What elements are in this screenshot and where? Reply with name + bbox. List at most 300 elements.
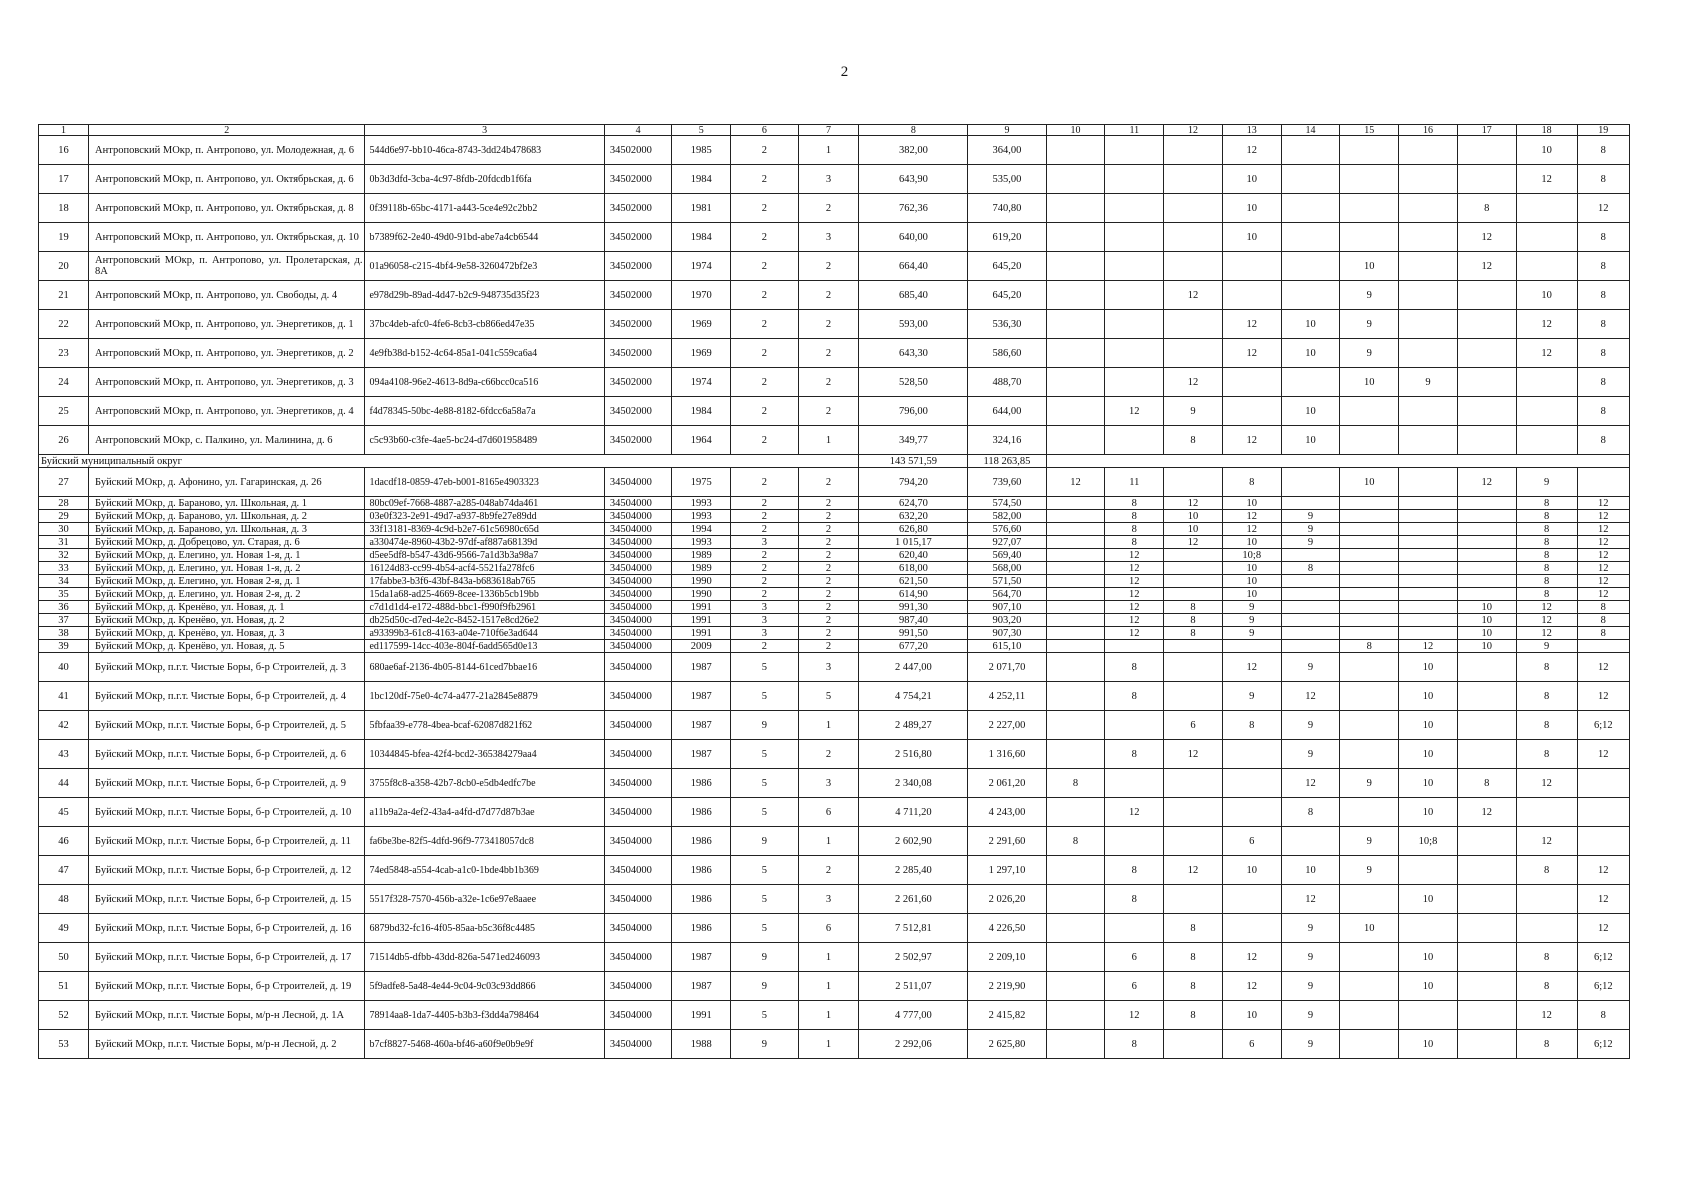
cell-living-area: 2 227,00 [968,711,1046,740]
cell-okato-code: 34504000 [604,614,671,627]
cell-living-area: 4 243,00 [968,798,1046,827]
cell-c12: 8 [1164,1001,1223,1030]
cell-c19: 12 [1577,653,1629,682]
cell-living-area: 619,20 [968,223,1046,252]
cell-total-area: 528,50 [859,368,968,397]
table-row [39,885,1630,914]
cell-c14: 9 [1281,1030,1340,1059]
table-row [39,972,1630,1001]
cell-c14: 9 [1281,523,1340,536]
cell-floors: 2 [731,510,798,523]
cell-c19: 8 [1577,252,1629,281]
cell-c18: 12 [1516,601,1577,614]
cell-c13: 9 [1222,627,1281,640]
cell-c12: 12 [1164,497,1223,510]
cell-c10 [1046,1001,1105,1030]
cell-c13 [1222,368,1281,397]
cell-year-built: 1991 [672,614,731,627]
cell-c14 [1281,827,1340,856]
cell-living-area: 903,20 [968,614,1046,627]
cell-year-built: 1984 [672,397,731,426]
cell-c12 [1164,468,1223,497]
cell-floors: 3 [731,601,798,614]
cell-total-area: 4 711,20 [859,798,968,827]
cell-floors: 2 [731,549,798,562]
cell-total-area: 2 340,08 [859,769,968,798]
cell-floors: 2 [731,523,798,536]
cell-total-area: 2 285,40 [859,856,968,885]
cell-c16 [1399,252,1458,281]
cell-c17 [1457,536,1516,549]
cell-entrances: 2 [798,194,859,223]
cell-c12: 12 [1164,536,1223,549]
column-header: 16 [1399,125,1458,136]
cell-c15 [1340,165,1399,194]
cell-total-area: 2 489,27 [859,711,968,740]
cell-c17 [1457,575,1516,588]
cell-c11: 12 [1105,588,1164,601]
cell-living-area: 645,20 [968,281,1046,310]
cell-house-guid: 33f13181-8369-4c9d-b2e7-61c56980c65d [365,523,604,536]
cell-c10 [1046,740,1105,769]
cell-entrances: 1 [798,1030,859,1059]
cell-floors: 2 [731,468,798,497]
cell-year-built: 1993 [672,497,731,510]
cell-floors: 2 [731,562,798,575]
cell-c11: 12 [1105,549,1164,562]
cell-c12: 10 [1164,510,1223,523]
cell-living-area: 2 061,20 [968,769,1046,798]
cell-year-built: 1987 [672,653,731,682]
cell-house-guid: 0f39118b-65bc-4171-a443-5ce4e92c2bb2 [365,194,604,223]
cell-c10 [1046,601,1105,614]
cell-total-area: 620,40 [859,549,968,562]
cell-living-area: 740,80 [968,194,1046,223]
cell-c11: 6 [1105,943,1164,972]
cell-c12: 8 [1164,943,1223,972]
cell-entrances: 2 [798,497,859,510]
cell-row-number: 38 [39,627,89,640]
cell-okato-code: 34504000 [604,536,671,549]
cell-c19: 12 [1577,856,1629,885]
cell-c17 [1457,339,1516,368]
column-header: 13 [1222,125,1281,136]
cell-address: Буйский МОкр, д. Елегино, ул. Новая 2-я, д. 2 [89,588,365,601]
cell-row-number: 23 [39,339,89,368]
cell-c11 [1105,339,1164,368]
cell-c14 [1281,601,1340,614]
cell-c18: 8 [1516,682,1577,711]
cell-year-built: 1987 [672,682,731,711]
cell-living-area: 927,07 [968,536,1046,549]
cell-okato-code: 34504000 [604,711,671,740]
cell-c16: 9 [1399,368,1458,397]
table-row [39,575,1630,588]
cell-c12 [1164,223,1223,252]
cell-c18: 10 [1516,281,1577,310]
cell-c16 [1399,614,1458,627]
cell-okato-code: 34504000 [604,740,671,769]
table-row [39,588,1630,601]
cell-c10 [1046,223,1105,252]
table-row [39,827,1630,856]
cell-c16: 12 [1399,640,1458,653]
cell-c10 [1046,682,1105,711]
cell-house-guid: 3755f8c8-a358-42b7-8cb0-e5db4edfc7be [365,769,604,798]
cell-c10 [1046,798,1105,827]
cell-total-area: 4 777,00 [859,1001,968,1030]
cell-c15 [1340,682,1399,711]
cell-c12: 9 [1164,397,1223,426]
cell-row-number: 51 [39,972,89,1001]
cell-c13: 9 [1222,682,1281,711]
cell-year-built: 1984 [672,223,731,252]
cell-floors: 5 [731,682,798,711]
cell-entrances: 1 [798,943,859,972]
cell-address: Буйский МОкр, п.г.т. Чистые Боры, б-р Строителей, д. 11 [89,827,365,856]
cell-c17: 8 [1457,194,1516,223]
cell-c16 [1399,497,1458,510]
cell-c10 [1046,136,1105,165]
cell-living-area: 1 297,10 [968,856,1046,885]
cell-c14: 9 [1281,740,1340,769]
column-header: 4 [604,125,671,136]
cell-c10 [1046,588,1105,601]
cell-address: Антроповский МОкр, п. Антропово, ул. Энергетиков, д. 3 [89,368,365,397]
cell-address: Буйский МОкр, п.г.т. Чистые Боры, м/р-н Лесной, д. 1А [89,1001,365,1030]
cell-row-number: 45 [39,798,89,827]
cell-c13: 10 [1222,536,1281,549]
cell-row-number: 16 [39,136,89,165]
cell-address: Буйский МОкр, п.г.т. Чистые Боры, б-р Строителей, д. 15 [89,885,365,914]
cell-floors: 9 [731,827,798,856]
cell-c17 [1457,682,1516,711]
cell-c17 [1457,562,1516,575]
cell-row-number: 53 [39,1030,89,1059]
table-row [39,769,1630,798]
cell-c10 [1046,627,1105,640]
cell-total-area: 618,00 [859,562,968,575]
cell-okato-code: 34502000 [604,368,671,397]
cell-c12 [1164,653,1223,682]
cell-year-built: 1993 [672,536,731,549]
cell-c14: 8 [1281,562,1340,575]
cell-c19: 12 [1577,885,1629,914]
cell-row-number: 42 [39,711,89,740]
cell-okato-code: 34504000 [604,562,671,575]
cell-entrances: 2 [798,588,859,601]
cell-row-number: 47 [39,856,89,885]
cell-entrances: 2 [798,640,859,653]
cell-house-guid: 6879bd32-fc16-4f05-85aa-b5c36f8c4485 [365,914,604,943]
cell-address: Буйский МОкр, п.г.т. Чистые Боры, б-р Строителей, д. 16 [89,914,365,943]
cell-c11 [1105,769,1164,798]
table-row [39,740,1630,769]
cell-total-area: 624,70 [859,497,968,510]
cell-row-number: 34 [39,575,89,588]
table-row [39,798,1630,827]
cell-c17 [1457,310,1516,339]
cell-okato-code: 34502000 [604,281,671,310]
cell-c17 [1457,1030,1516,1059]
cell-entrances: 2 [798,562,859,575]
cell-address: Антроповский МОкр, п. Антропово, ул. Свободы, д. 4 [89,281,365,310]
cell-house-guid: a93399b3-61c8-4163-a04e-710f6e3ad644 [365,627,604,640]
page-number: 2 [840,64,849,80]
cell-c10 [1046,1030,1105,1059]
cell-c14 [1281,468,1340,497]
cell-c12: 10 [1164,523,1223,536]
cell-c13: 10 [1222,165,1281,194]
cell-c18: 8 [1516,562,1577,575]
cell-living-area: 2 415,82 [968,1001,1046,1030]
cell-address: Антроповский МОкр, п. Антропово, ул. Молодежная, д. 6 [89,136,365,165]
cell-c19: 8 [1577,614,1629,627]
cell-c10 [1046,640,1105,653]
column-header: 14 [1281,125,1340,136]
cell-row-number: 29 [39,510,89,523]
cell-c13: 8 [1222,711,1281,740]
cell-year-built: 1964 [672,426,731,455]
cell-row-number: 28 [39,497,89,510]
cell-c16 [1399,549,1458,562]
column-header: 15 [1340,125,1399,136]
cell-c11: 8 [1105,856,1164,885]
cell-c15 [1340,885,1399,914]
cell-year-built: 2009 [672,640,731,653]
cell-entrances: 6 [798,914,859,943]
cell-c17: 12 [1457,223,1516,252]
cell-c17: 10 [1457,601,1516,614]
cell-c16 [1399,223,1458,252]
cell-c13: 6 [1222,1030,1281,1059]
cell-c14 [1281,136,1340,165]
cell-c15 [1340,397,1399,426]
cell-c18: 8 [1516,549,1577,562]
cell-living-area: 536,30 [968,310,1046,339]
cell-c15 [1340,136,1399,165]
cell-c17 [1457,1001,1516,1030]
cell-year-built: 1974 [672,252,731,281]
cell-house-guid: 4e9fb38d-b152-4c64-85a1-041c559ca6a4 [365,339,604,368]
cell-c13: 12 [1222,426,1281,455]
cell-year-built: 1986 [672,769,731,798]
group-row [39,455,1630,468]
cell-total-area: 2 261,60 [859,885,968,914]
cell-living-area: 568,00 [968,562,1046,575]
cell-c19: 8 [1577,397,1629,426]
cell-entrances: 2 [798,601,859,614]
cell-c19: 8 [1577,601,1629,614]
cell-address: Буйский МОкр, д. Елегино, ул. Новая 1-я, д. 1 [89,549,365,562]
cell-c18: 12 [1516,627,1577,640]
cell-house-guid: f4d78345-50bc-4e88-8182-6fdcc6a58a7a [365,397,604,426]
cell-address: Антроповский МОкр, п. Антропово, ул. Энергетиков, д. 2 [89,339,365,368]
cell-c10 [1046,856,1105,885]
column-header: 2 [89,125,365,136]
cell-floors: 2 [731,281,798,310]
table-row [39,536,1630,549]
cell-floors: 2 [731,310,798,339]
cell-address: Антроповский МОкр, п. Антропово, ул. Энергетиков, д. 1 [89,310,365,339]
cell-c19: 8 [1577,627,1629,640]
cell-c17 [1457,281,1516,310]
cell-c16: 10 [1399,653,1458,682]
cell-c11 [1105,711,1164,740]
cell-c18 [1516,397,1577,426]
cell-c12 [1164,252,1223,281]
cell-c14: 9 [1281,653,1340,682]
cell-total-area: 794,20 [859,468,968,497]
cell-c11 [1105,914,1164,943]
table-row [39,549,1630,562]
cell-c10 [1046,510,1105,523]
cell-living-area: 907,10 [968,601,1046,614]
table-row [39,640,1630,653]
cell-c14: 9 [1281,711,1340,740]
cell-c15 [1340,223,1399,252]
cell-c17: 10 [1457,627,1516,640]
cell-c15: 10 [1340,368,1399,397]
cell-c11: 8 [1105,885,1164,914]
cell-c10 [1046,536,1105,549]
cell-c19: 8 [1577,281,1629,310]
cell-okato-code: 34504000 [604,1030,671,1059]
cell-c17 [1457,943,1516,972]
cell-c12 [1164,769,1223,798]
cell-c12 [1164,549,1223,562]
column-header: 7 [798,125,859,136]
cell-c13: 12 [1222,972,1281,1001]
cell-living-area: 2 291,60 [968,827,1046,856]
cell-c17: 12 [1457,252,1516,281]
cell-c14 [1281,588,1340,601]
cell-row-number: 40 [39,653,89,682]
cell-c11: 8 [1105,510,1164,523]
cell-year-built: 1987 [672,972,731,1001]
cell-total-area: 643,30 [859,339,968,368]
cell-c19: 6;12 [1577,1030,1629,1059]
cell-living-area: 907,30 [968,627,1046,640]
cell-c14: 10 [1281,310,1340,339]
cell-c10: 8 [1046,827,1105,856]
cell-house-guid: 37bc4deb-afc0-4fe6-8cb3-cb866ed47e35 [365,310,604,339]
cell-house-guid: 15da1a68-ad25-4669-8cee-1336b5cb19bb [365,588,604,601]
cell-c16: 10;8 [1399,827,1458,856]
cell-address: Антроповский МОкр, п. Антропово, ул. Октябрьская, д. 8 [89,194,365,223]
cell-c10: 12 [1046,468,1105,497]
cell-row-number: 33 [39,562,89,575]
cell-address: Буйский МОкр, д. Кренёво, ул. Новая, д. 3 [89,627,365,640]
cell-c10 [1046,614,1105,627]
cell-floors: 9 [731,972,798,1001]
cell-c14: 10 [1281,339,1340,368]
cell-c11 [1105,368,1164,397]
cell-c17 [1457,827,1516,856]
cell-house-guid: b7cf8827-5468-460a-bf46-a60f9e0b9e9f [365,1030,604,1059]
cell-c14: 12 [1281,769,1340,798]
cell-c18: 12 [1516,310,1577,339]
cell-c12 [1164,885,1223,914]
column-header: 17 [1457,125,1516,136]
cell-c13 [1222,740,1281,769]
cell-c11 [1105,310,1164,339]
cell-c17: 12 [1457,468,1516,497]
cell-c11 [1105,281,1164,310]
cell-c14 [1281,165,1340,194]
cell-c13: 9 [1222,601,1281,614]
cell-c14: 10 [1281,426,1340,455]
table-row [39,914,1630,943]
cell-c17 [1457,397,1516,426]
cell-c12 [1164,798,1223,827]
cell-total-area: 2 516,80 [859,740,968,769]
cell-c17 [1457,510,1516,523]
cell-c16 [1399,426,1458,455]
cell-total-area: 621,50 [859,575,968,588]
cell-c16: 10 [1399,798,1458,827]
cell-total-area: 7 512,81 [859,914,968,943]
cell-c18: 9 [1516,468,1577,497]
cell-c18: 8 [1516,536,1577,549]
cell-c11 [1105,165,1164,194]
cell-okato-code: 34504000 [604,856,671,885]
cell-c14 [1281,614,1340,627]
cell-c16: 10 [1399,1030,1458,1059]
cell-entrances: 2 [798,368,859,397]
cell-floors: 2 [731,136,798,165]
cell-row-number: 25 [39,397,89,426]
cell-c16: 10 [1399,740,1458,769]
cell-c18 [1516,368,1577,397]
cell-house-guid: ed117599-14cc-403e-804f-6add565d0e13 [365,640,604,653]
cell-c10 [1046,972,1105,1001]
cell-address: Буйский МОкр, д. Кренёво, ул. Новая, д. 1 [89,601,365,614]
cell-year-built: 1988 [672,1030,731,1059]
cell-year-built: 1984 [672,165,731,194]
cell-year-built: 1990 [672,588,731,601]
cell-c15 [1340,575,1399,588]
cell-row-number: 21 [39,281,89,310]
table-row [39,523,1630,536]
cell-c14 [1281,252,1340,281]
cell-c15 [1340,549,1399,562]
cell-total-area: 593,00 [859,310,968,339]
cell-row-number: 22 [39,310,89,339]
cell-c11 [1105,252,1164,281]
cell-c16 [1399,281,1458,310]
cell-address: Антроповский МОкр, п. Антропово, ул. Октябрьская, д. 6 [89,165,365,194]
table-body [39,125,1630,1059]
cell-c11: 8 [1105,497,1164,510]
cell-year-built: 1987 [672,943,731,972]
cell-total-area: 685,40 [859,281,968,310]
column-header: 9 [968,125,1046,136]
table-row [39,136,1630,165]
cell-total-area: 2 292,06 [859,1030,968,1059]
cell-year-built: 1991 [672,1001,731,1030]
cell-entrances: 5 [798,682,859,711]
cell-c16 [1399,310,1458,339]
table-row [39,711,1630,740]
cell-c19: 8 [1577,223,1629,252]
cell-c16: 10 [1399,769,1458,798]
cell-c19: 6;12 [1577,972,1629,1001]
cell-c11: 12 [1105,798,1164,827]
cell-okato-code: 34504000 [604,827,671,856]
cell-year-built: 1974 [672,368,731,397]
cell-c11: 12 [1105,562,1164,575]
